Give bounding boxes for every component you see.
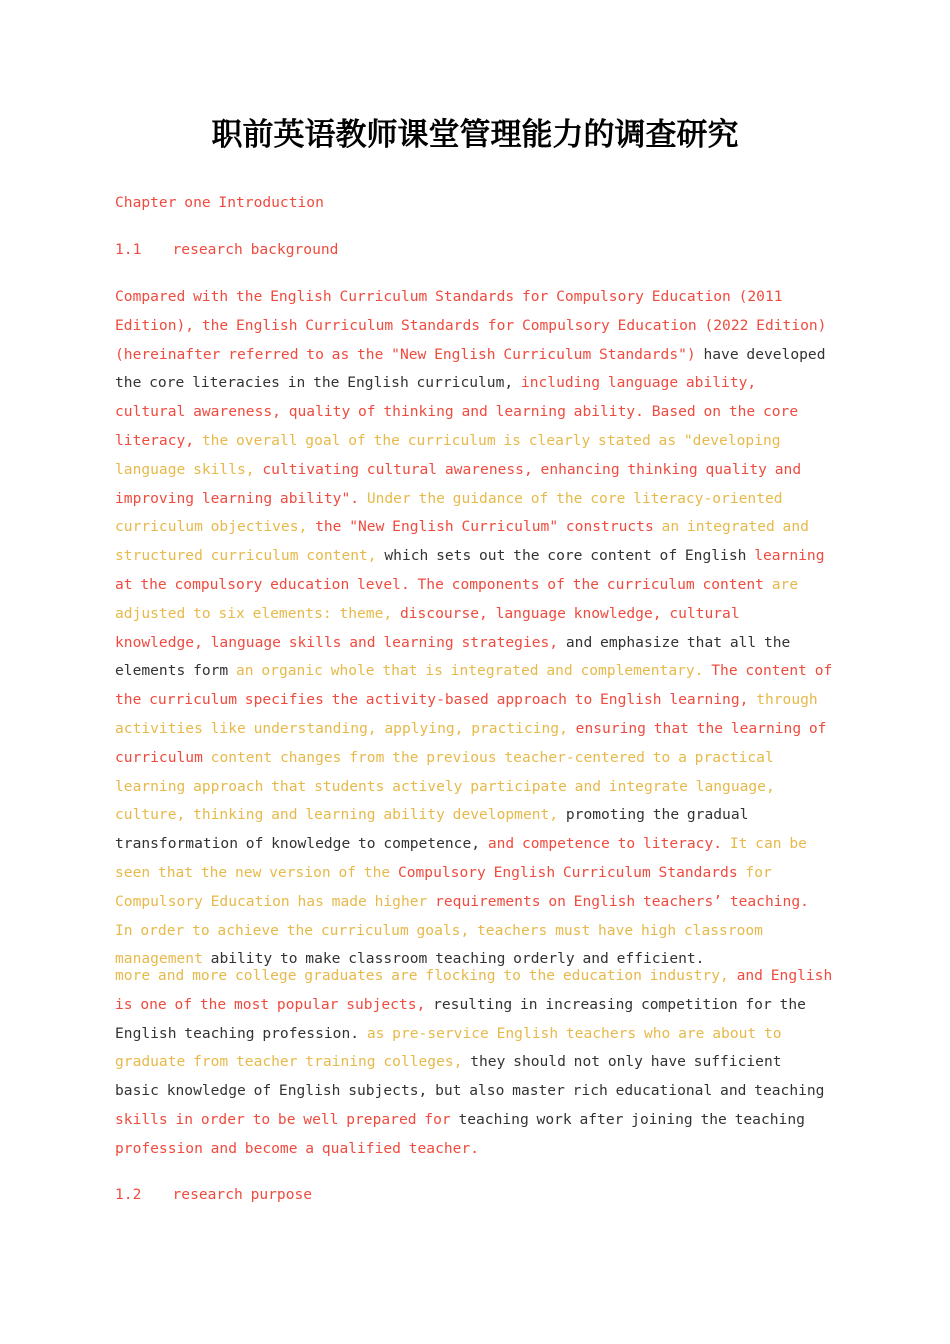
paragraph-research-background [115, 283, 833, 974]
text-run: skills in order to be well prepared for [115, 1110, 459, 1128]
text-run: the "New English Curriculum" constructs [315, 518, 662, 536]
text-run: cultivating cultural awareness, enhancing thinking quality and improving learning ability". [115, 460, 802, 507]
text-run: and emphasize that all the elements form [115, 633, 791, 680]
text-run: profession and become a qualified teacher. [115, 1139, 480, 1157]
text-run: an organic whole that is integrated and complementary. [236, 662, 712, 680]
text-run: have developed the core literacies in the English curriculum, [115, 345, 826, 392]
text-run: promoting the gradual transformation of knowledge to competence, [115, 806, 749, 853]
text-run: including language ability, cultural awareness, quality of thinking and learning ability. Based on the core literacy, [115, 374, 799, 449]
text-run: learning at the compulsory education level. The components of the curriculum content [115, 547, 825, 593]
text-run: for Compulsory Education has made higher [115, 863, 772, 910]
text-run: which sets out the core content of English [384, 547, 755, 565]
text-run: It can be seen that the new version of the [115, 835, 807, 881]
text-run: Compulsory English Curriculum Standards [397, 863, 746, 881]
text-run: In order to achieve the curriculum goals, teachers must have high classroom management [115, 921, 763, 968]
section-heading-1-2: 1.2 research purpose [115, 1186, 313, 1203]
text-run: The content of the curriculum specifies the activity-based approach to English learning, [115, 662, 833, 709]
text-run: content changes from the previous teacher-centered to a practical learning approach that students actively participate and integrate language, culture, thinking and learning ability development, [115, 748, 775, 824]
text-run: the overall goal of the curriculum is clearly stated as "developing language skills, [115, 431, 781, 478]
text-run: Under the guidance of the core literacy-oriented curriculum objectives, [115, 489, 783, 536]
chapter-heading: Chapter one Introduction [115, 194, 324, 211]
text-run: requirements on English teachers’ teaching. [435, 892, 809, 910]
text-run: an integrated and structured curriculum content, [115, 518, 809, 565]
text-run: teaching work after joining the teaching [458, 1110, 805, 1128]
document-title: 职前英语教师课堂管理能力的调查研究 [211, 117, 739, 153]
paragraph-graduates [115, 962, 833, 1164]
text-run: discourse, language knowledge, cultural knowledge, language skills and learning strategies, [115, 604, 740, 651]
text-run: and competence to literacy. [487, 835, 730, 853]
text-run: and English is one of the most popular subjects, [115, 967, 833, 1013]
section-heading-1-1: 1.1 research background [115, 241, 339, 258]
text-run: Compared with the English Curriculum Standards for Compulsory Education (2011 Edition), the English Curriculum Standards for Compulsory Education (2022 Edition) (hereinafter referred to as the "New English Curriculum Standards") [115, 288, 827, 363]
text-run: more and more college graduates are flocking to the education industry, [115, 967, 737, 984]
text-run: through activities like understanding, applying, practicing, [115, 691, 818, 737]
text-run: as pre-service English teachers who are about to graduate from teacher training colleges, [115, 1024, 782, 1071]
text-run: are adjusted to six elements: theme, [115, 575, 799, 622]
text-run: they should not only have sufficient basic knowledge of English subjects, but also master rich educational and teaching [115, 1053, 825, 1100]
text-run: resulting in increasing competition for the English teaching profession. [115, 995, 806, 1042]
text-run: ensuring that the learning of curriculum [115, 719, 827, 766]
text-run: ability to make classroom teaching orderly and efficient. [210, 950, 705, 968]
